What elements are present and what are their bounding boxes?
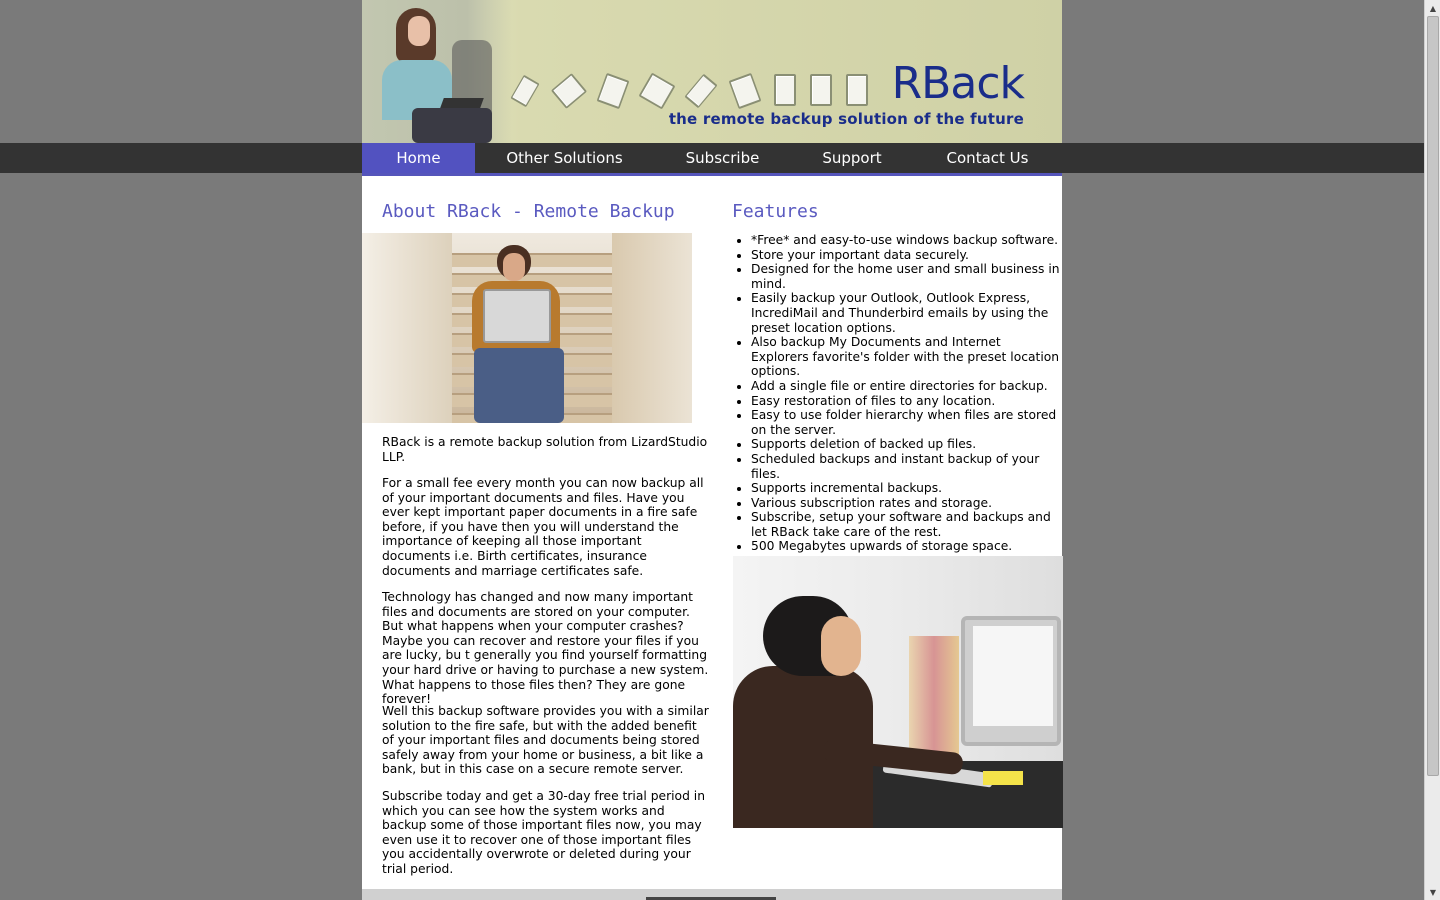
feature-item: • Designed for the home user and small business in mind.: [751, 262, 1062, 291]
nav-menu: [362, 143, 1062, 173]
feature-item: • Supports deletion of backed up files.: [751, 437, 1062, 452]
vertical-scrollbar[interactable]: [1424, 0, 1440, 900]
document-icon: [810, 74, 832, 106]
about-paragraph: Subscribe today and get a 30-day free trial period in which you can see how the system works and backup some of those important files now, you may even use it to recover one of those important files you accidentally overwrote or deleted during your trial period.: [382, 789, 705, 876]
features-list: [732, 233, 1062, 554]
footer-strip: [362, 889, 1062, 900]
scrollbar-thumb[interactable]: [1427, 16, 1439, 776]
feature-item: • Easily backup your Outlook, Outlook Express, IncrediMail and Thunderbird emails by using the preset location options.: [751, 291, 1062, 335]
scroll-down-arrow-icon[interactable]: ▼: [1425, 884, 1440, 900]
feature-item: • Easy restoration of files to any location.: [751, 394, 1062, 409]
nav-item-home[interactable]: Home: [362, 143, 475, 173]
document-icon: [774, 74, 796, 106]
about-paragraph: Well this backup software provides you with a similar solution to the fire safe, but with the added benefit of your important files and documents being stored safely away from your home or business, a bit like a bank, but in this case on a secure remote server.: [382, 704, 709, 777]
site-header: [362, 0, 1062, 143]
about-paragraph: For a small fee every month you can now backup all of your important documents and files. Have you ever kept important paper documents in a fire safe before, if you have then you will understand the importance of keeping all those important documents i.e. Birth certificates, insurance documents and marriage certificates safe.: [382, 476, 704, 578]
nav-item-support[interactable]: Support: [822, 149, 882, 167]
document-icon: [510, 75, 539, 107]
feature-item: • Subscribe, setup your software and backups and let RBack take care of the rest.: [751, 510, 1062, 539]
nav-item-subscribe[interactable]: Subscribe: [685, 149, 760, 167]
main-content: [362, 176, 1062, 889]
feature-item: • Various subscription rates and storage.: [751, 496, 1062, 511]
photo-woman-at-computer: [733, 556, 1063, 828]
document-icon: [729, 73, 762, 109]
feature-item: • Also backup My Documents and Internet Explorers favorite's folder with the preset location options.: [751, 335, 1062, 379]
header-photo-woman-laptop: [362, 0, 512, 143]
feature-item: • Supports incremental backups.: [751, 481, 1062, 496]
about-paragraph: Technology has changed and now many important files and documents are stored on your computer. But what happens when your computer crashes? Maybe you can recover and restore your files if you are lucky, bu t generally you find yourself formatting your hard drive or having to purchase a new system. What happens to those files then? They are gone forever!: [382, 590, 709, 707]
photo-man-on-stairs: [362, 233, 692, 423]
features-heading: Features: [732, 201, 819, 222]
flying-documents-graphic: [510, 66, 868, 106]
document-icon: [551, 73, 587, 109]
scroll-up-arrow-icon[interactable]: ▲: [1425, 0, 1440, 16]
about-paragraph: RBack is a remote backup solution from LizardStudio LLP.: [382, 435, 708, 464]
site-tagline: the remote backup solution of the future: [668, 110, 1024, 128]
feature-item: • *Free* and easy-to-use windows backup software.: [751, 233, 1062, 248]
feature-item: • Easy to use folder hierarchy when files are stored on the server.: [751, 408, 1062, 437]
feature-item: • Store your important data securely.: [751, 248, 1062, 263]
nav-bar: [0, 143, 1424, 173]
document-icon: [597, 73, 630, 109]
feature-item: • Scheduled backups and instant backup of your files.: [751, 452, 1062, 481]
feature-item: • 500 Megabytes upwards of storage space.: [751, 539, 1062, 554]
site-logo[interactable]: RBack: [891, 58, 1024, 109]
feature-item: • Add a single file or entire directories for backup.: [751, 379, 1062, 394]
about-heading: About RBack - Remote Backup: [382, 201, 675, 222]
document-icon: [639, 73, 676, 110]
nav-item-contact-us[interactable]: Contact Us: [946, 149, 1029, 167]
nav-item-other-solutions[interactable]: Other Solutions: [506, 149, 623, 167]
document-icon: [846, 74, 868, 106]
document-icon: [684, 74, 717, 109]
